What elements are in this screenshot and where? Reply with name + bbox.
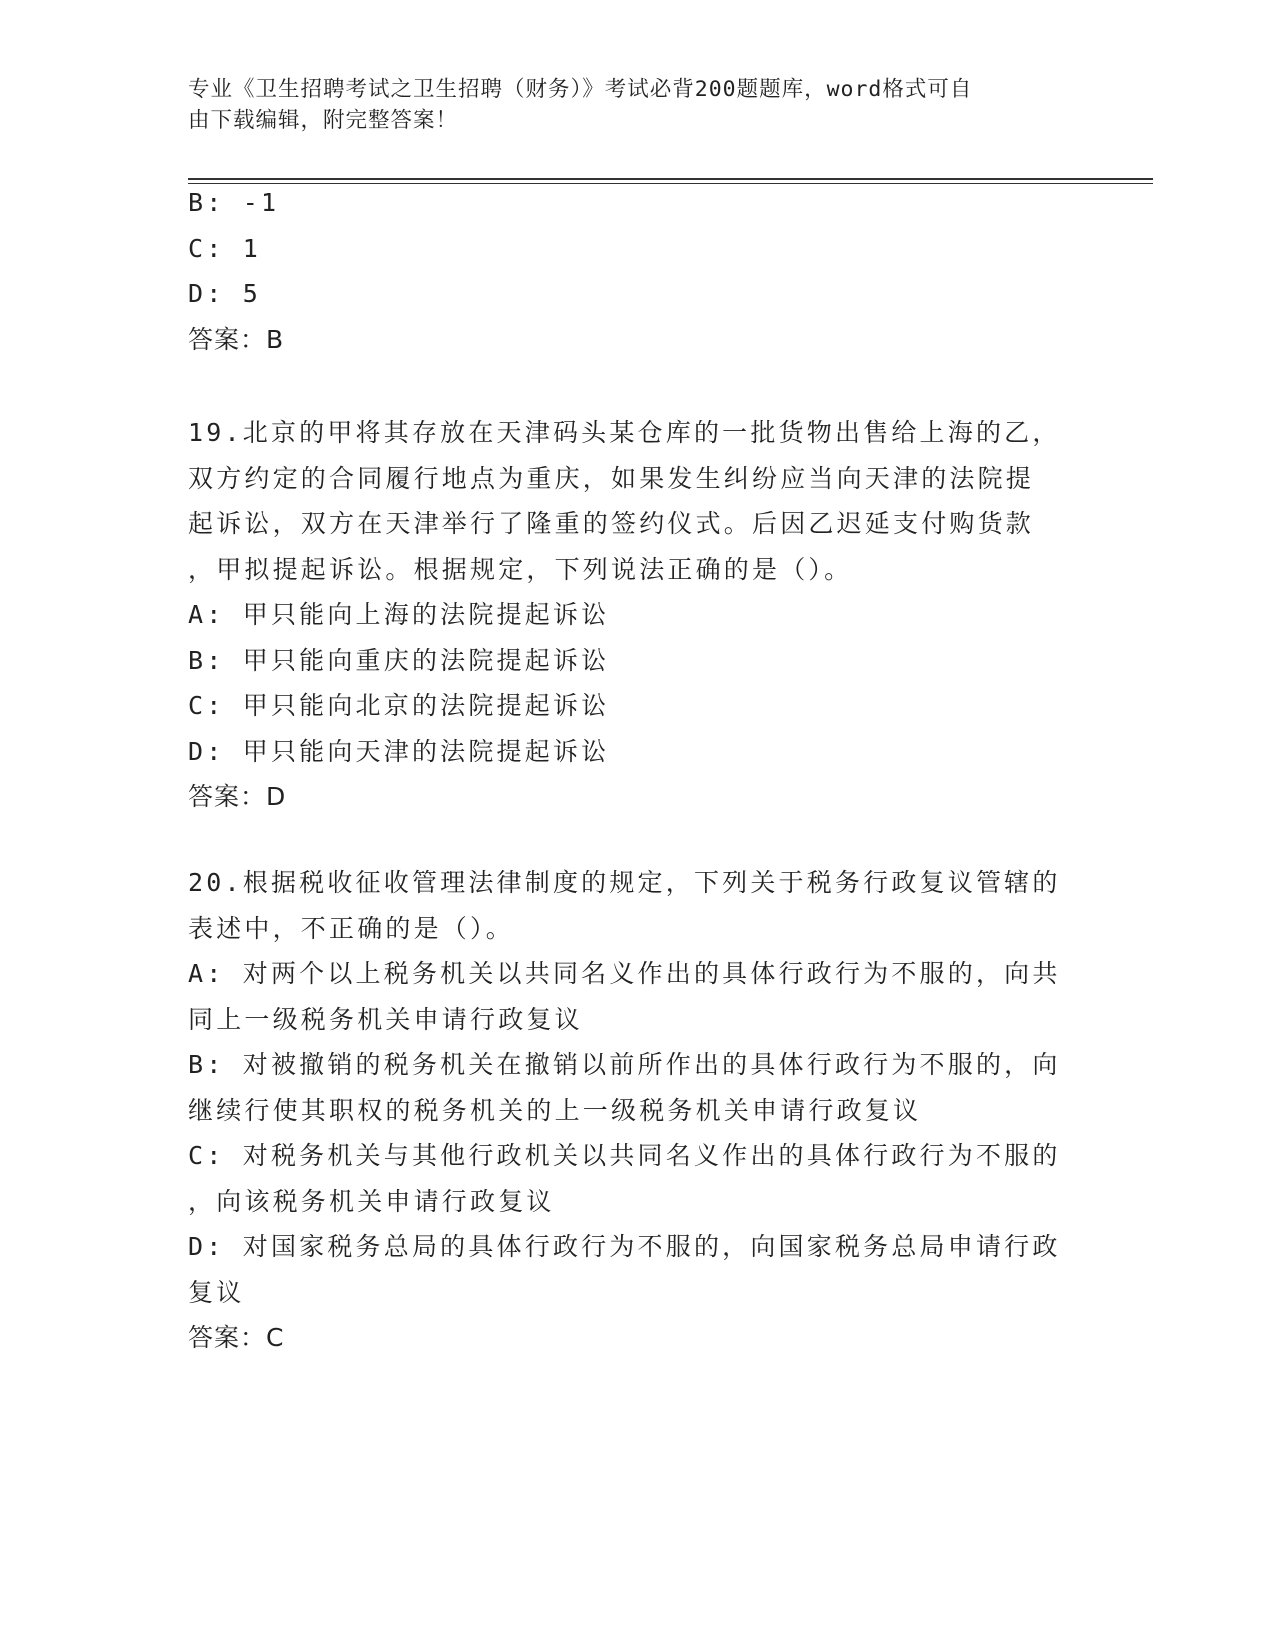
question-20 (188, 860, 1078, 1361)
q20-stem-line: 表述中，不正确的是（）。 (188, 913, 514, 943)
q19-answer: 答案：D (188, 782, 287, 811)
q20-option-b-cont: 继续行使其职权的税务机关的上一级税务机关申请行政复议 (188, 1095, 922, 1125)
q20-option-c: C: 对税务机关与其他行政机关以共同名义作出的具体行政行为不服的 (188, 1141, 1061, 1170)
q20-answer: 答案：C (188, 1323, 285, 1352)
q20-stem-line: 20.根据税收征收管理法律制度的规定，下列关于税务行政复议管辖的 (188, 868, 1061, 897)
q20-option-d: D: 对国家税务总局的具体行政行为不服的，向国家税务总局申请行政 (188, 1232, 1061, 1261)
q20-option-c-cont: ，向该税务机关申请行政复议 (188, 1186, 555, 1216)
document-header (188, 74, 1068, 136)
q19-stem-line: 19.北京的甲将其存放在天津码头某仓库的一批货物出售给上海的乙， (188, 418, 1061, 447)
header-line-1: 专业《卫生招聘考试之卫生招聘（财务）》考试必背200题题库，word格式可自 (188, 77, 973, 102)
q19-option-d: D: 甲只能向天津的法院提起诉讼 (188, 736, 610, 766)
q20-option-a-cont: 同上一级税务机关申请行政复议 (188, 1004, 583, 1034)
q20-option-a: A: 对两个以上税务机关以共同名义作出的具体行政行为不服的，向共 (188, 959, 1061, 988)
q18-answer: 答案：B (188, 324, 285, 354)
q19-stem-line: ，甲拟提起诉讼。根据规定，下列说法正确的是（）。 (188, 554, 853, 584)
q19-stem-line: 起诉讼，双方在天津举行了隆重的签约仪式。后因乙迟延支付购货款 (188, 509, 1035, 538)
q19-option-b: B: 甲只能向重庆的法院提起诉讼 (188, 645, 610, 675)
question-19 (188, 410, 1078, 820)
q19-stem-line: 双方约定的合同履行地点为重庆，如果发生纠纷应当向天津的法院提 (188, 463, 1035, 493)
header-line-2: 由下载编辑，附完整答案！ (188, 108, 459, 133)
question-18-tail (188, 180, 1078, 362)
q19-option-c: C: 甲只能向北京的法院提起诉讼 (188, 691, 610, 720)
q20-option-d-cont: 复议 (188, 1277, 245, 1307)
q18-option-c: C: 1 (188, 233, 262, 263)
q19-option-a: A: 甲只能向上海的法院提起诉讼 (188, 600, 610, 629)
q20-option-b: B: 对被撤销的税务机关在撤销以前所作出的具体行政行为不服的，向 (188, 1050, 1061, 1079)
q18-option-b: B: -1 (188, 188, 280, 217)
q18-option-d: D: 5 (188, 279, 262, 308)
